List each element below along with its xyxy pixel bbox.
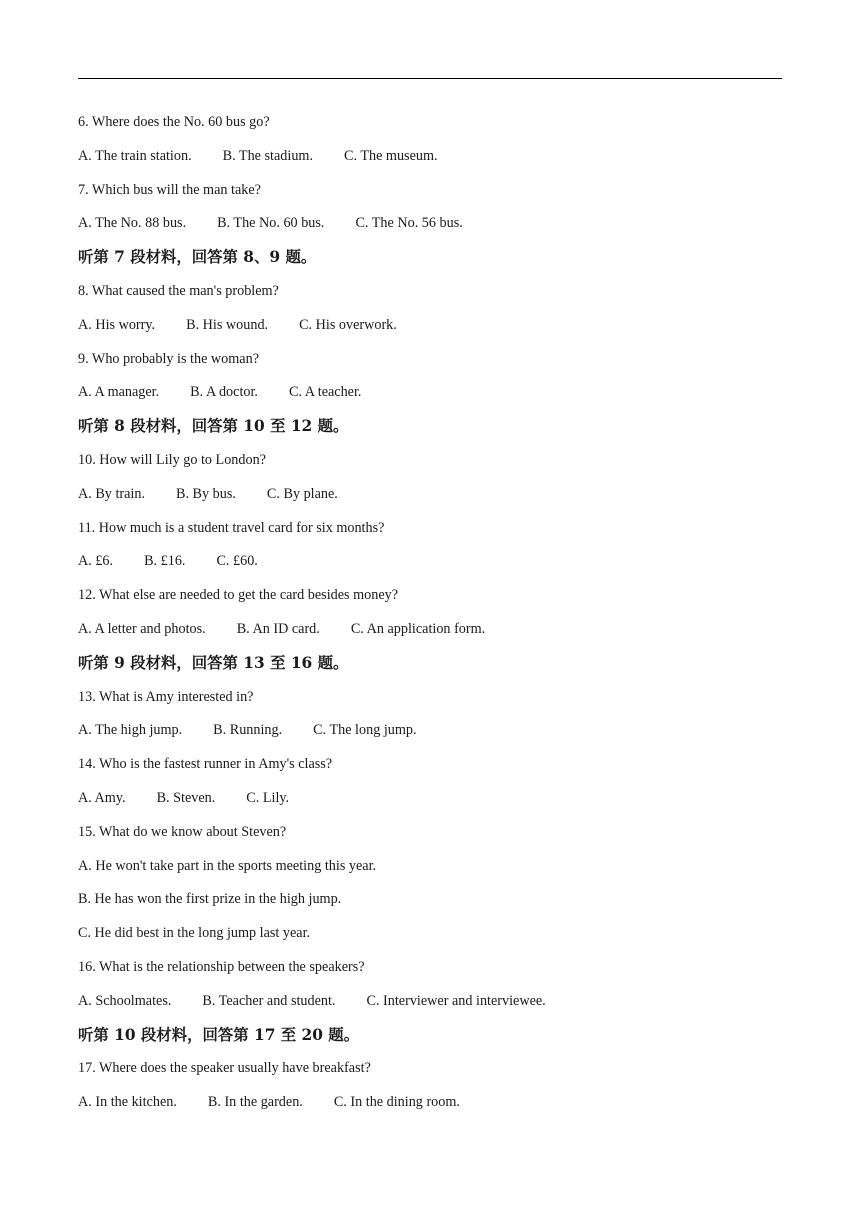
question-text: 7. Which bus will the man take? [78,181,261,198]
answer-option: B. He has won the first prize in the high jump. [78,891,342,908]
answer-options [78,990,782,1024]
answer-options [78,787,782,821]
answer-option: B. His wound. [186,316,269,333]
answer-option: A. £6. [78,553,114,570]
answer-option: C. The long jump. [313,722,417,739]
answer-option: B. The No. 60 bus. [217,215,325,232]
answer-option: C. The museum. [344,147,438,164]
answer-option: C. The No. 56 bus. [355,215,463,232]
answer-option: A. His worry. [78,316,156,333]
question-text: 13. What is Amy interested in? [78,688,254,705]
exam-content [78,111,782,1125]
question-text: 15. What do we know about Steven? [78,823,287,840]
answer-options [78,314,782,348]
answer-options [78,212,782,246]
question-text: 16. What is the relationship between the speakers? [78,958,365,975]
answer-option: A. The train station. [78,147,192,164]
answer-option: B. In the garden. [207,1094,303,1111]
section-heading: 听第 7 段材料，回答第 8、9 题。 [78,248,317,267]
answer-option: A. Amy. [78,789,126,806]
answer-option: B. The stadium. [222,147,314,164]
question-text: 6. Where does the No. 60 bus go? [78,114,270,130]
answer-option: C. Lily. [246,789,290,806]
answer-option: A. A manager. [78,384,160,401]
question-text: 17. Where does the speaker usually have breakfast? [78,1060,371,1077]
question-text: 12. What else are needed to get the card besides money? [78,587,399,604]
answer-option: A. Schoolmates. [78,992,172,1009]
question-text: 8. What caused the man's problem? [78,282,279,299]
question-text: 10. How will Lily go to London? [78,451,266,468]
answer-option: A. By train. [78,485,145,502]
answer-option: B. £16. [144,553,186,570]
answer-options [78,550,782,584]
answer-option: A. A letter and photos. [78,620,206,637]
answer-option: A. In the kitchen. [78,1094,177,1111]
answer-options [78,618,782,652]
question-text: 9. Who probably is the woman? [78,350,259,367]
question-text: 11. How much is a student travel card for six months? [78,519,385,536]
answer-option: B. Teacher and student. [202,992,336,1009]
section-heading: 听第 9 段材料，回答第 13 至 16 题。 [78,653,349,672]
answer-option: C. An application form. [350,620,486,637]
answer-options [78,1091,782,1125]
answer-options [78,145,782,179]
section-heading: 听第 10 段材料，回答第 17 至 20 题。 [78,1025,360,1044]
answer-option: A. He won't take part in the sports meeting this year. [78,857,377,874]
answer-option: C. His overwork. [299,316,397,333]
answer-option: C. A teacher. [288,384,362,401]
answer-option: B. Steven. [156,789,216,806]
answer-option: B. Running. [213,722,283,739]
section-heading: 听第 8 段材料，回答第 10 至 12 题。 [78,417,349,436]
answer-option: C. In the dining room. [333,1094,460,1111]
answer-option: C. £60. [216,553,258,570]
answer-option: B. A doctor. [190,384,258,401]
answer-options [78,483,782,517]
answer-options [78,381,782,415]
answer-options [78,719,782,753]
answer-option: C. By plane. [266,485,338,502]
answer-option: C. Interviewer and interviewee. [366,992,546,1009]
answer-option: C. He did best in the long jump last year. [78,925,311,942]
answer-option: A. The high jump. [78,722,183,739]
answer-option: A. The No. 88 bus. [78,215,187,232]
header-rule [78,78,782,79]
question-text: 14. Who is the fastest runner in Amy's class? [78,756,333,773]
answer-option: B. An ID card. [236,620,320,637]
answer-option: B. By bus. [176,485,236,502]
